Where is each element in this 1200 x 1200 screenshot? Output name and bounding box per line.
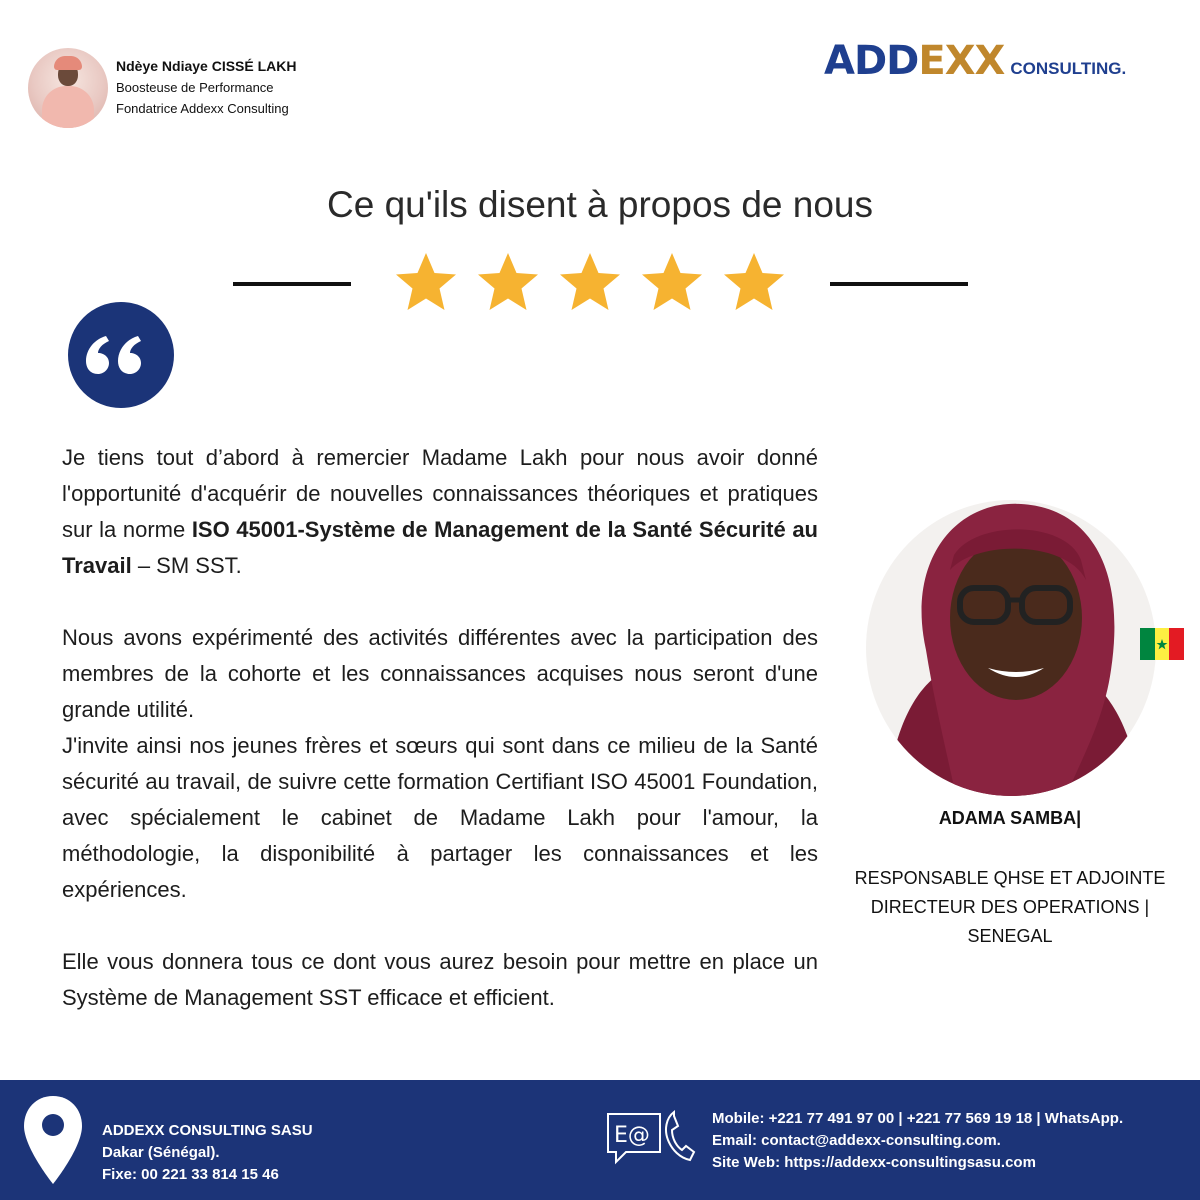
testimonial-highlight: ISO 45001-Système de Management de la Santé Sécurité au Travail (62, 517, 818, 578)
quote-icon (68, 302, 174, 408)
footer-city: Dakar (Sénégal). (102, 1144, 220, 1161)
author-title-1: Boosteuse de Performance (116, 80, 274, 95)
footer-company: ADDEXX CONSULTING SASU (102, 1122, 313, 1139)
author-avatar (28, 48, 108, 128)
testimonial-text: Je tiens tout d’abord à remercier Madame Lakh pour nous avoir donné l'opportunité d'acquérir de nouvelles connaissances théoriques et pratiques sur la norme (62, 445, 818, 542)
star-icon (476, 250, 540, 314)
person-name: ADAMA SAMBA| (938, 808, 1082, 828)
person-role-line-2: DIRECTEUR DES OPERATIONS | (870, 897, 1150, 917)
testimonial-text-2: Nous avons expérimenté des activités différentes avec la participation des membres de la cohorte et les connaissances acquises nous seront d'une grande utilité. (62, 625, 818, 722)
testimonial-text-4: Elle vous donnera tous ce dont vous aurez besoin pour mettre en place un Système de Management SST efficace et efficient. (62, 949, 818, 1010)
author-title-2: Fondatrice Addexx Consulting (116, 101, 289, 116)
star-icon (640, 250, 704, 314)
star-icon (394, 250, 458, 314)
contact-icon (604, 1106, 700, 1166)
divider-left (233, 282, 351, 286)
page-title: Ce qu'ils disent à propos de nous (327, 184, 873, 225)
testimonial-text-end: – SM SST. (131, 553, 242, 578)
person-role-line-1: RESPONSABLE QHSE ET ADJOINTE (854, 868, 1166, 888)
testimonial-text-3: J'invite ainsi nos jeunes frères et sœurs qui sont dans ce milieu de la Santé sécurité au travail, de suivre cette formation Certifiant ISO 45001 Foundation, avec spécialement le cabinet de Madame Lakh pour l'amour, la méthodologie, la disponibilité à partager les connaissances et les expériences. (62, 733, 818, 902)
testimonial-paragraph-2 (62, 620, 818, 728)
footer-mobile[interactable]: Mobile: +221 77 491 97 00 | +221 77 569 19 18 | WhatsApp. (712, 1110, 1124, 1127)
footer-email[interactable]: Email: contact@addexx-consulting.com. (712, 1132, 1001, 1149)
divider-right (830, 282, 968, 286)
testimonial-paragraph-3 (62, 728, 818, 908)
location-pin-icon (22, 1094, 84, 1186)
author-name: Ndèye Ndiaye CISSÉ LAKH (116, 58, 297, 74)
senegal-flag-icon (1140, 628, 1184, 660)
star-icon (722, 250, 786, 314)
testimonial-paragraph-1 (62, 440, 818, 584)
logo-part-add: ADD (824, 38, 919, 84)
testimonial-paragraph-4 (62, 944, 818, 1016)
person-photo (866, 500, 1156, 796)
person-role-line-3: SENEGAL (967, 926, 1053, 946)
person-role (830, 864, 1190, 951)
footer-fixe: Fixe: 00 221 33 814 15 46 (102, 1166, 279, 1183)
footer-website[interactable]: Site Web: https://addexx-consultingsasu.com (712, 1154, 1036, 1171)
star-icon (558, 250, 622, 314)
logo-part-exx: EXX (918, 38, 1005, 84)
svg-text:E@: E@ (614, 1123, 650, 1148)
star-rating (390, 250, 790, 320)
company-logo (824, 38, 1126, 82)
logo-part-consulting: CONSULTING. (1010, 59, 1127, 78)
